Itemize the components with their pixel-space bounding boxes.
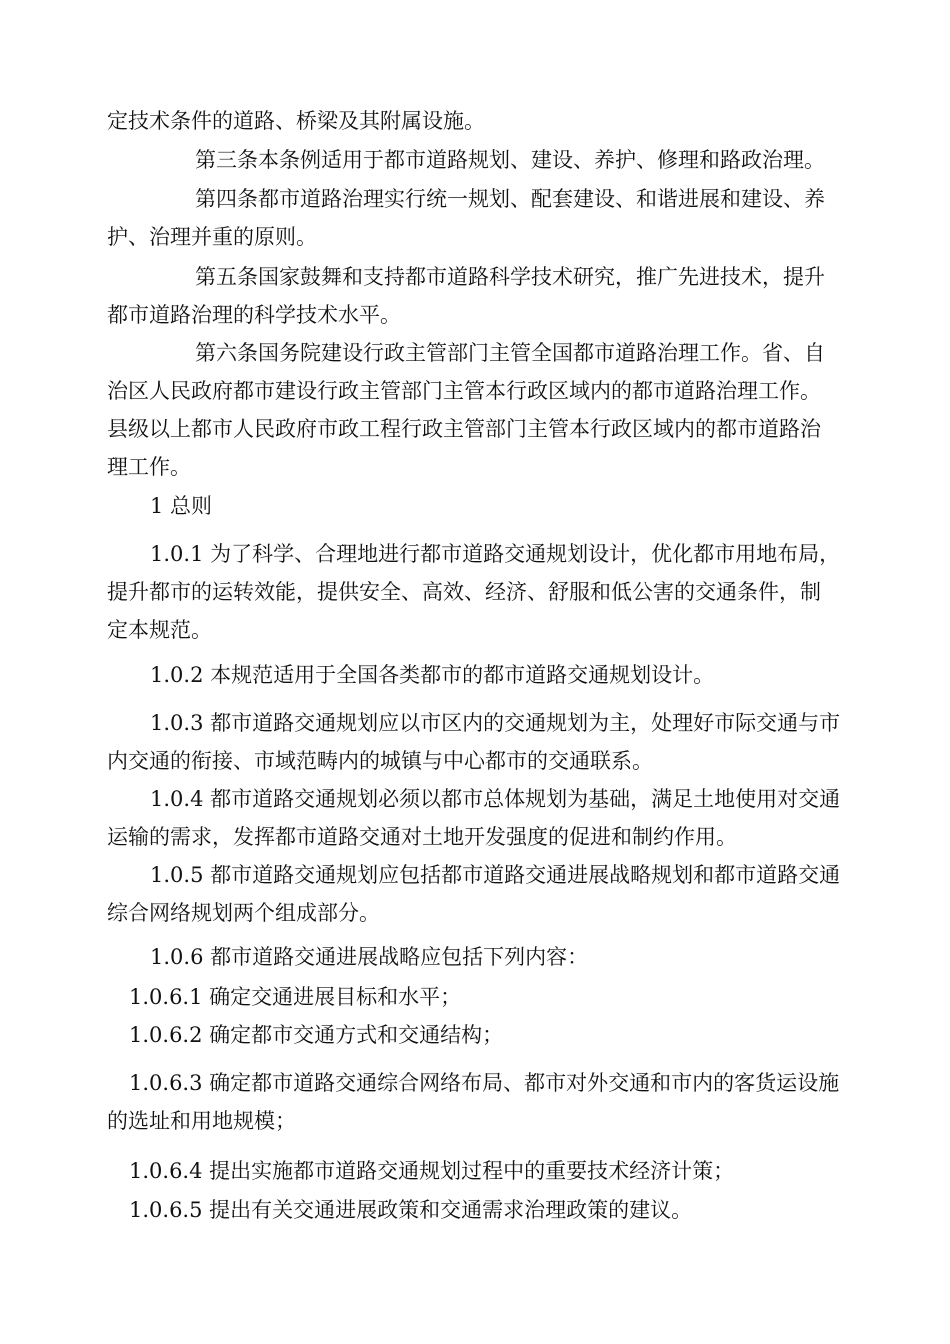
clause-1-0-3	[107, 704, 842, 780]
text-line: 1.0.6.5 提出有关交通进展政策和交通需求治理政策的建议。	[129, 1198, 693, 1222]
text-line: 提升都市的运转效能，提供安全、高效、经济、舒服和低公害的交通条件，制	[107, 580, 821, 604]
text-line: 定技术条件的道路、桥梁及其附属设施。	[107, 109, 485, 133]
text-line: 都市道路治理的科学技术水平。	[107, 303, 401, 327]
text-line: 治区人民政府都市建设行政主管部门主管本行政区域内的都市道路治理工作。	[107, 379, 821, 403]
text-line: 第六条国务院建设行政主管部门主管全国都市道路治理工作。省、自	[195, 341, 825, 365]
clause-1-0-6-4	[107, 1152, 842, 1190]
text-line: 第三条本条例适用于都市道路规划、建设、养护、修理和路政治理。	[195, 148, 825, 172]
clause-1-0-6-1	[107, 978, 842, 1016]
clause-1-0-1	[107, 535, 842, 649]
text-line: 运输的需求，发挥都市道路交通对土地开发强度的促进和制约作用。	[107, 825, 737, 849]
text-line: 1.0.6.2 确定都市交通方式和交通结构；	[129, 1023, 504, 1047]
text-line: 1.0.5 都市道路交通规划应包括都市道路交通进展战略规划和都市道路交通	[150, 863, 841, 887]
text-line: 县级以上都市人民政府市政工程行政主管部门主管本行政区域内的都市道路治	[107, 417, 821, 441]
text-line: 1.0.6.1 确定交通进展目标和水平；	[129, 985, 462, 1009]
text-line: 1.0.3 都市道路交通规划应以市区内的交通规划为主，处理好市际交通与市	[150, 711, 841, 735]
section-title: 1 总则	[150, 494, 213, 518]
paragraph-article-3	[107, 141, 842, 179]
clause-1-0-2	[107, 656, 842, 694]
text-line: 1.0.6.4 提出实施都市道路交通规划过程中的重要技术经济计策；	[129, 1159, 735, 1183]
clause-1-0-5	[107, 856, 842, 932]
text-line: 综合网络规划两个组成部分。	[107, 901, 380, 925]
text-line: 第四条都市道路治理实行统一规划、配套建设、和谐进展和建设、养	[195, 187, 825, 211]
text-line: 1.0.1 为了科学、合理地进行都市道路交通规划设计，优化都市用地布局，	[150, 542, 841, 566]
paragraph-article-5	[107, 258, 842, 334]
text-line: 定本规范。	[107, 618, 212, 642]
section-heading	[107, 487, 842, 525]
text-line: 第五条国家鼓舞和支持都市道路科学技术研究，推广先进技术，提升	[195, 265, 825, 289]
text-line: 的选址和用地规模；	[107, 1109, 296, 1133]
clause-1-0-6	[107, 938, 842, 976]
text-line: 1.0.6.3 确定都市道路交通综合网络布局、都市对外交通和市内的客货运设施	[129, 1071, 840, 1095]
text-line: 内交通的衔接、市域范畴内的城镇与中心都市的交通联系。	[107, 749, 653, 773]
paragraph-article-6	[107, 334, 842, 486]
text-line: 1.0.2 本规范适用于全国各类都市的都市道路交通规划设计。	[150, 663, 715, 687]
paragraph-article-4	[107, 180, 842, 256]
clause-1-0-6-2	[107, 1016, 842, 1054]
paragraph-1	[107, 102, 842, 140]
clause-1-0-6-3	[107, 1064, 842, 1140]
clause-1-0-4	[107, 780, 842, 856]
text-line: 护、治理并重的原则。	[107, 225, 317, 249]
text-line: 1.0.4 都市道路交通规划必须以都市总体规划为基础，满足土地使用对交通	[150, 787, 841, 811]
clause-1-0-6-5	[107, 1191, 842, 1229]
text-line: 理工作。	[107, 455, 191, 479]
text-line: 1.0.6 都市道路交通进展战略应包括下列内容：	[150, 945, 589, 969]
